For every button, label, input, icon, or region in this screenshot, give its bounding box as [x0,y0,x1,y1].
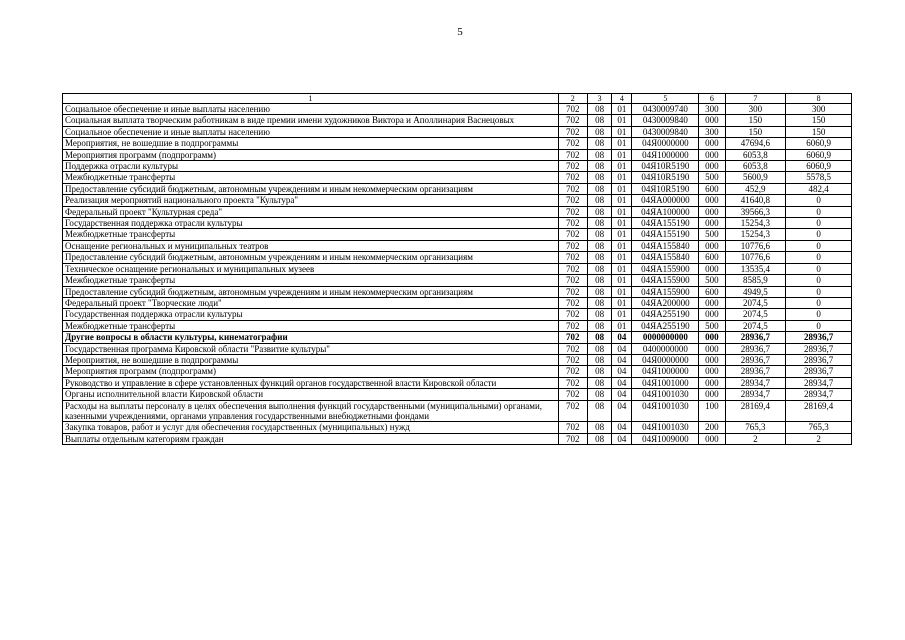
target-article-cell: 0430009740 [632,104,699,115]
row-name-cell: Закупка товаров, работ и услуг для обеспечения государственных (муниципальных) нужд [63,422,559,433]
table-row [63,126,852,137]
table-row [63,354,852,365]
table-row [63,240,852,251]
header-cell: 1 [63,94,559,104]
amount-year2-cell: 0 [786,309,852,320]
section-cell: 08 [587,332,611,343]
expense-type-cell: 500 [699,320,725,331]
subsection-cell: 01 [612,275,632,286]
expense-type-cell: 000 [699,218,725,229]
amount-year2-cell: 28169,4 [786,400,852,422]
section-cell: 08 [587,400,611,422]
expense-type-cell: 500 [699,229,725,240]
expense-type-cell: 300 [699,104,725,115]
table-row [63,433,852,444]
row-name-cell: Государственная программа Кировской области "Развитие культуры" [63,343,559,354]
header-cell: 4 [612,94,632,104]
ministry-code-cell: 702 [558,115,587,126]
amount-year1-cell: 28934,7 [725,389,786,400]
table-row [63,309,852,320]
amount-year1-cell: 39566,3 [725,206,786,217]
expense-type-cell: 200 [699,422,725,433]
target-article-cell: 04ЯА155900 [632,263,699,274]
amount-year2-cell: 28936,7 [786,332,852,343]
expense-type-cell: 000 [699,138,725,149]
row-name-cell: Предоставление субсидий бюджетным, автономным учреждениям и иным некоммерческим организациям [63,252,559,263]
subsection-cell: 01 [612,161,632,172]
amount-year2-cell: 0 [786,286,852,297]
expense-type-cell: 000 [699,263,725,274]
subsection-cell: 01 [612,229,632,240]
ministry-code-cell: 702 [558,252,587,263]
target-article-cell: 04ЯА200000 [632,297,699,308]
expense-type-cell: 300 [699,126,725,137]
target-article-cell: 04ЯА255190 [632,309,699,320]
subsection-cell: 01 [612,286,632,297]
expense-type-cell: 000 [699,240,725,251]
subsection-cell: 01 [612,320,632,331]
row-name-cell: Реализация мероприятий национального проекта "Культура" [63,195,559,206]
ministry-code-cell: 702 [558,320,587,331]
target-article-cell: 04Я1001030 [632,422,699,433]
header-cell: 2 [558,94,587,104]
row-name-cell: Мероприятия программ (подпрограмм) [63,149,559,160]
subsection-cell: 04 [612,354,632,365]
amount-year2-cell: 150 [786,126,852,137]
row-name-cell: Федеральный проект "Творческие люди" [63,297,559,308]
section-cell: 08 [587,252,611,263]
subsection-cell: 01 [612,263,632,274]
row-name-cell: Оснащение региональных и муниципальных театров [63,240,559,251]
amount-year2-cell: 150 [786,115,852,126]
subsection-cell: 04 [612,400,632,422]
amount-year2-cell: 0 [786,297,852,308]
header-cell: 8 [786,94,852,104]
row-name-cell: Социальное обеспечение и иные выплаты населению [63,126,559,137]
table-row [63,263,852,274]
subsection-cell: 01 [612,138,632,149]
section-cell: 08 [587,320,611,331]
amount-year2-cell: 28936,7 [786,343,852,354]
target-article-cell: 04ЯА155840 [632,240,699,251]
subsection-cell: 01 [612,183,632,194]
ministry-code-cell: 702 [558,229,587,240]
table-row [63,343,852,354]
subsection-cell: 04 [612,366,632,377]
target-article-cell: 04Я1000000 [632,149,699,160]
subsection-cell: 01 [612,149,632,160]
ministry-code-cell: 702 [558,183,587,194]
ministry-code-cell: 702 [558,126,587,137]
table-header-row [63,94,852,104]
amount-year2-cell: 6060,9 [786,138,852,149]
table-row [63,286,852,297]
row-name-cell: Межбюджетные трансферты [63,320,559,331]
amount-year2-cell: 28936,7 [786,366,852,377]
amount-year1-cell: 765,3 [725,422,786,433]
section-cell: 08 [587,377,611,388]
expense-type-cell: 600 [699,252,725,263]
expense-type-cell: 000 [699,354,725,365]
target-article-cell: 04ЯА155840 [632,252,699,263]
amount-year1-cell: 452,9 [725,183,786,194]
amount-year1-cell: 10776,6 [725,240,786,251]
subsection-cell: 01 [612,195,632,206]
target-article-cell: 04ЯА155190 [632,229,699,240]
row-name-cell: Государственная поддержка отрасли культуры [63,218,559,229]
amount-year2-cell: 0 [786,320,852,331]
ministry-code-cell: 702 [558,343,587,354]
ministry-code-cell: 702 [558,240,587,251]
amount-year1-cell: 15254,3 [725,218,786,229]
amount-year1-cell: 28936,7 [725,366,786,377]
expense-type-cell: 000 [699,206,725,217]
table-row [63,320,852,331]
table-row [63,422,852,433]
table-row [63,115,852,126]
row-name-cell: Предоставление субсидий бюджетным, автономным учреждениям и иным некоммерческим организациям [63,286,559,297]
amount-year2-cell: 0 [786,218,852,229]
budget-table [62,93,852,445]
target-article-cell: 0000000000 [632,332,699,343]
target-article-cell: 04Я0000000 [632,138,699,149]
header-cell: 7 [725,94,786,104]
ministry-code-cell: 702 [558,206,587,217]
ministry-code-cell: 702 [558,332,587,343]
table-row [63,275,852,286]
subsection-cell: 01 [612,309,632,320]
table-row [63,195,852,206]
amount-year2-cell: 5578,5 [786,172,852,183]
expense-type-cell: 000 [699,149,725,160]
amount-year2-cell: 6060,9 [786,149,852,160]
expense-type-cell: 500 [699,275,725,286]
ministry-code-cell: 702 [558,433,587,444]
expense-type-cell: 000 [699,332,725,343]
subsection-cell: 04 [612,343,632,354]
target-article-cell: 04Я0000000 [632,354,699,365]
row-name-cell: Социальная выплата творческим работникам в виде премии имени художников Виктора и Аполлинария Васнецовых [63,115,559,126]
row-name-cell: Поддержка отрасли культуры [63,161,559,172]
expense-type-cell: 000 [699,115,725,126]
target-article-cell: 04Я1000000 [632,366,699,377]
ministry-code-cell: 702 [558,149,587,160]
target-article-cell: 04ЯА000000 [632,195,699,206]
subsection-cell: 01 [612,240,632,251]
row-name-cell: Техническое оснащение региональных и муниципальных музеев [63,263,559,274]
table-row [63,149,852,160]
row-name-cell: Мероприятия программ (подпрограмм) [63,366,559,377]
amount-year2-cell: 28936,7 [786,354,852,365]
ministry-code-cell: 702 [558,286,587,297]
amount-year1-cell: 2074,5 [725,297,786,308]
amount-year1-cell: 47694,6 [725,138,786,149]
row-name-cell: Мероприятия, не вошедшие в подпрограммы [63,138,559,149]
row-name-cell: Руководство и управление в сфере установленных функций органов государственной власти Кировской области [63,377,559,388]
amount-year1-cell: 28936,7 [725,354,786,365]
target-article-cell: 0430009840 [632,115,699,126]
section-cell: 08 [587,229,611,240]
amount-year1-cell: 6053,8 [725,149,786,160]
target-article-cell: 04Я10R5190 [632,183,699,194]
amount-year1-cell: 15254,3 [725,229,786,240]
ministry-code-cell: 702 [558,366,587,377]
table-row [63,229,852,240]
subsection-cell: 01 [612,218,632,229]
subsection-cell: 01 [612,252,632,263]
amount-year2-cell: 0 [786,275,852,286]
amount-year1-cell: 28936,7 [725,332,786,343]
subsection-cell: 04 [612,389,632,400]
section-cell: 08 [587,309,611,320]
amount-year1-cell: 28169,4 [725,400,786,422]
amount-year2-cell: 0 [786,263,852,274]
expense-type-cell: 000 [699,195,725,206]
target-article-cell: 04Я10R5190 [632,172,699,183]
amount-year1-cell: 2074,5 [725,309,786,320]
ministry-code-cell: 702 [558,195,587,206]
subsection-cell: 04 [612,422,632,433]
target-article-cell: 04ЯА155900 [632,286,699,297]
table-row [63,332,852,343]
table-row [63,400,852,422]
amount-year2-cell: 28934,7 [786,389,852,400]
section-cell: 08 [587,195,611,206]
section-cell: 08 [587,206,611,217]
row-name-cell: Федеральный проект "Культурная среда" [63,206,559,217]
row-name-cell: Межбюджетные трансферты [63,275,559,286]
row-name-cell: Межбюджетные трансферты [63,229,559,240]
amount-year1-cell: 150 [725,115,786,126]
row-name-cell: Расходы на выплаты персоналу в целях обеспечения выполнения функций государственными (муниципальными) органами, казенными учреждениями, органами управления государственными внебюджетными фондами [63,400,559,422]
row-name-cell: Предоставление субсидий бюджетным, автономным учреждениям и иным некоммерческим организациям [63,183,559,194]
expense-type-cell: 500 [699,172,725,183]
amount-year2-cell: 2 [786,433,852,444]
amount-year2-cell: 300 [786,104,852,115]
table-row [63,104,852,115]
amount-year1-cell: 28936,7 [725,343,786,354]
row-name-cell: Социальное обеспечение и иные выплаты населению [63,104,559,115]
page-number: 5 [457,26,463,38]
table-row [63,389,852,400]
section-cell: 08 [587,161,611,172]
row-name-cell: Государственная поддержка отрасли культуры [63,309,559,320]
target-article-cell: 04ЯА155900 [632,275,699,286]
amount-year1-cell: 5600,9 [725,172,786,183]
section-cell: 08 [587,433,611,444]
section-cell: 08 [587,275,611,286]
section-cell: 08 [587,115,611,126]
subsection-cell: 01 [612,206,632,217]
expense-type-cell: 000 [699,343,725,354]
table-row [63,297,852,308]
ministry-code-cell: 702 [558,400,587,422]
subsection-cell: 01 [612,172,632,183]
section-cell: 08 [587,366,611,377]
subsection-cell: 04 [612,377,632,388]
amount-year2-cell: 28934,7 [786,377,852,388]
amount-year2-cell: 482,4 [786,183,852,194]
subsection-cell: 01 [612,297,632,308]
section-cell: 08 [587,354,611,365]
table-row [63,377,852,388]
subsection-cell: 01 [612,115,632,126]
table-row [63,252,852,263]
row-name-cell: Мероприятия, не вошедшие в подпрограммы [63,354,559,365]
target-article-cell: 0430009840 [632,126,699,137]
amount-year1-cell: 2074,5 [725,320,786,331]
section-cell: 08 [587,138,611,149]
section-cell: 08 [587,183,611,194]
ministry-code-cell: 702 [558,377,587,388]
header-cell: 6 [699,94,725,104]
target-article-cell: 04ЯА155190 [632,218,699,229]
header-cell: 3 [587,94,611,104]
expense-type-cell: 000 [699,366,725,377]
expense-type-cell: 000 [699,161,725,172]
amount-year2-cell: 765,3 [786,422,852,433]
target-article-cell: 0400000000 [632,343,699,354]
amount-year1-cell: 4949,5 [725,286,786,297]
target-article-cell: 04Я1001030 [632,400,699,422]
row-name-cell: Органы исполнительной власти Кировской области [63,389,559,400]
amount-year1-cell: 8585,9 [725,275,786,286]
target-article-cell: 04Я10R5190 [632,161,699,172]
section-cell: 08 [587,343,611,354]
target-article-cell: 04ЯА255190 [632,320,699,331]
amount-year1-cell: 10776,6 [725,252,786,263]
ministry-code-cell: 702 [558,389,587,400]
section-cell: 08 [587,126,611,137]
ministry-code-cell: 702 [558,309,587,320]
ministry-code-cell: 702 [558,138,587,149]
ministry-code-cell: 702 [558,354,587,365]
ministry-code-cell: 702 [558,275,587,286]
ministry-code-cell: 702 [558,104,587,115]
section-cell: 08 [587,149,611,160]
amount-year2-cell: 0 [786,195,852,206]
amount-year1-cell: 300 [725,104,786,115]
header-cell: 5 [632,94,699,104]
section-cell: 08 [587,297,611,308]
amount-year1-cell: 6053,8 [725,161,786,172]
section-cell: 08 [587,389,611,400]
target-article-cell: 04ЯА100000 [632,206,699,217]
amount-year1-cell: 13535,4 [725,263,786,274]
row-name-cell: Другие вопросы в области культуры, кинематографии [63,332,559,343]
expense-type-cell: 000 [699,377,725,388]
expense-type-cell: 100 [699,400,725,422]
amount-year1-cell: 28934,7 [725,377,786,388]
amount-year2-cell: 0 [786,240,852,251]
target-article-cell: 04Я1001000 [632,377,699,388]
row-name-cell: Межбюджетные трансферты [63,172,559,183]
expense-type-cell: 000 [699,389,725,400]
amount-year1-cell: 150 [725,126,786,137]
subsection-cell: 01 [612,104,632,115]
table-row [63,138,852,149]
section-cell: 08 [587,104,611,115]
subsection-cell: 04 [612,433,632,444]
subsection-cell: 01 [612,126,632,137]
table-row [63,206,852,217]
ministry-code-cell: 702 [558,297,587,308]
section-cell: 08 [587,240,611,251]
amount-year1-cell: 41640,8 [725,195,786,206]
amount-year2-cell: 0 [786,206,852,217]
table-row [63,366,852,377]
section-cell: 08 [587,218,611,229]
expense-type-cell: 000 [699,433,725,444]
expense-type-cell: 000 [699,309,725,320]
subsection-cell: 04 [612,332,632,343]
ministry-code-cell: 702 [558,263,587,274]
row-name-cell: Выплаты отдельным категориям граждан [63,433,559,444]
expense-type-cell: 000 [699,297,725,308]
table-row [63,183,852,194]
amount-year2-cell: 6060,9 [786,161,852,172]
ministry-code-cell: 702 [558,218,587,229]
section-cell: 08 [587,263,611,274]
target-article-cell: 04Я1009000 [632,433,699,444]
section-cell: 08 [587,172,611,183]
ministry-code-cell: 702 [558,161,587,172]
table-row [63,161,852,172]
section-cell: 08 [587,286,611,297]
ministry-code-cell: 702 [558,172,587,183]
expense-type-cell: 600 [699,286,725,297]
ministry-code-cell: 702 [558,422,587,433]
table-row [63,218,852,229]
amount-year2-cell: 0 [786,252,852,263]
table-row [63,172,852,183]
target-article-cell: 04Я1001030 [632,389,699,400]
amount-year2-cell: 0 [786,229,852,240]
section-cell: 08 [587,422,611,433]
expense-type-cell: 600 [699,183,725,194]
amount-year1-cell: 2 [725,433,786,444]
